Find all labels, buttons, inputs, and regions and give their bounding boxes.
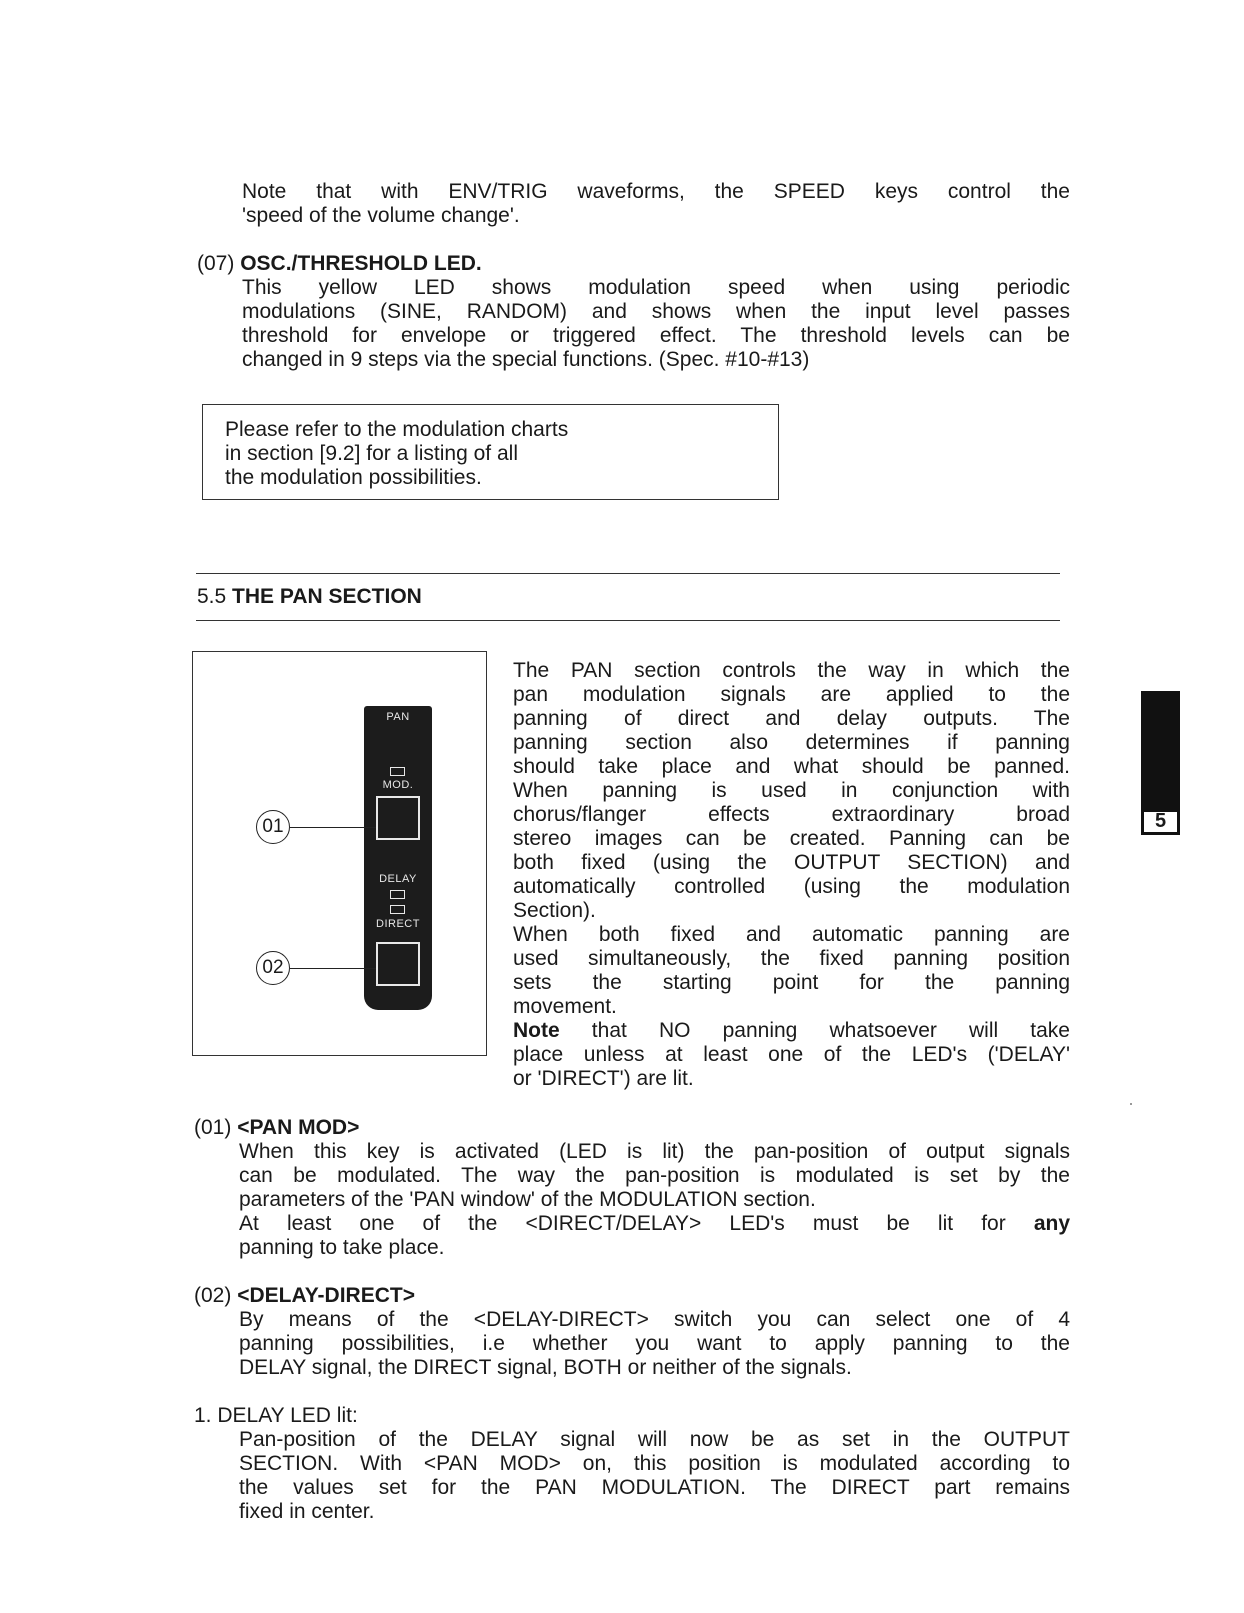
item07-line4: changed in 9 steps via the special functions. (Spec. #10-#13) [242, 348, 810, 371]
item02-line2: panning possibilities, i.e whether you want to apply panning to the [239, 1332, 1070, 1355]
pan-description-line: pan modulation signals are applied to the [513, 683, 1070, 706]
item01-line1: When this key is activated (LED is lit) the pan-position of output signals [239, 1140, 1070, 1163]
pan-description-line: used simultaneously, the fixed panning position [513, 947, 1070, 970]
item02-heading [194, 1284, 415, 1308]
item07-line1: This yellow LED shows modulation speed when using periodic [242, 276, 1070, 299]
pan-section-figure [192, 651, 487, 1056]
pan-description-line: panning of direct and delay outputs. The [513, 707, 1070, 730]
direct-led [390, 905, 405, 914]
scan-speck [1130, 1103, 1132, 1105]
pan-description-line: sets the starting point for the panning [513, 971, 1070, 994]
pan-note-bold: Note [513, 1019, 560, 1042]
item01-line5: panning to take place. [239, 1236, 445, 1259]
section-heading [197, 585, 422, 609]
panel-label-direct: DIRECT [376, 918, 420, 930]
pan-note-line2: place unless at least one of the LED's ('DELAY' [513, 1043, 1070, 1066]
pan-description-line: The PAN section controls the way in which the [513, 659, 1070, 682]
list1-marker: 1. [194, 1404, 212, 1427]
pan-description-line: chorus/flanger effects extraordinary broad [513, 803, 1070, 826]
item02-number: (02) [194, 1284, 232, 1307]
pan-description-line: When panning is used in conjunction with [513, 779, 1070, 802]
item01-line3: parameters of the 'PAN window' of the MODULATION section. [239, 1188, 816, 1211]
notebox-line1: Please refer to the modulation charts [225, 418, 569, 441]
pan-description-line: movement. [513, 995, 617, 1018]
pan-note-line3: or 'DIRECT') are lit. [513, 1067, 694, 1090]
delay-direct-key[interactable] [376, 942, 420, 986]
list1-line1: Pan-position of the DELAY signal will now be as set in the OUTPUT [239, 1428, 1070, 1451]
section-rule-bottom [196, 620, 1060, 621]
panel-label-delay: DELAY [379, 873, 417, 885]
callout-02-leader [290, 968, 376, 969]
item01-line4-text: At least one of the <DIRECT/DELAY> LED's must be lit for [239, 1212, 1034, 1235]
notebox-line2: in section [9.2] for a listing of all [225, 442, 518, 465]
delay-led [390, 890, 405, 899]
pan-mod-led [390, 767, 405, 776]
pan-description-line: should take place and what should be panned. [513, 755, 1070, 778]
chapter-tab-number: 5 [1143, 811, 1178, 833]
item07-title: OSC./THRESHOLD LED. [240, 252, 482, 275]
item07-line3: threshold for envelope or triggered effect. The threshold levels can be [242, 324, 1070, 347]
pan-description-line: Section). [513, 899, 596, 922]
top-note-line2: 'speed of the volume change'. [242, 204, 520, 227]
item07-number: (07) [197, 252, 235, 275]
pan-panel [364, 706, 432, 1010]
item01-title: <PAN MOD> [237, 1116, 360, 1139]
callout-02: 02 [256, 951, 290, 985]
section-number: 5.5 [197, 585, 227, 608]
panel-label-mod: MOD. [382, 779, 414, 791]
notebox-line3: the modulation possibilities. [225, 466, 482, 489]
list1-line2: SECTION. With <PAN MOD> on, this position is modulated according to [239, 1452, 1070, 1475]
list1-line3: the values set for the PAN MODULATION. The DIRECT part remains [239, 1476, 1070, 1499]
item07-line2: modulations (SINE, RANDOM) and shows when the input level passes [242, 300, 1070, 323]
pan-note-rest: that NO panning whatsoever will take [559, 1019, 1070, 1042]
item01-line4-bold: any [1033, 1212, 1070, 1235]
callout-01-leader [290, 827, 376, 828]
item01-line2: can be modulated. The way the pan-position is modulated is set by the [239, 1164, 1070, 1187]
item01-line4 [239, 1212, 1070, 1236]
section-title: THE PAN SECTION [232, 585, 422, 608]
pan-note-line1 [513, 1019, 1070, 1043]
notebox-text [225, 418, 568, 490]
section-rule-top [196, 573, 1060, 574]
item02-line3: DELAY signal, the DIRECT signal, BOTH or neither of the signals. [239, 1356, 852, 1379]
item01-number: (01) [194, 1116, 232, 1139]
modulation-charts-notebox [202, 404, 779, 500]
item02-title: <DELAY-DIRECT> [237, 1284, 415, 1307]
panel-label-pan: PAN [386, 711, 410, 723]
pan-description-line: stereo images can be created. Panning can be [513, 827, 1070, 850]
pan-description-line: both fixed (using the OUTPUT SECTION) and [513, 851, 1070, 874]
pan-description-line: automatically controlled (using the modulation [513, 875, 1070, 898]
list1-title: DELAY LED lit: [217, 1404, 358, 1427]
list1-heading [194, 1404, 794, 1428]
pan-description-line: panning section also determines if panning [513, 731, 1070, 754]
item01-heading [194, 1116, 359, 1140]
item02-line1: By means of the <DELAY-DIRECT> switch you can select one of 4 [239, 1308, 1070, 1331]
top-note-line1: Note that with ENV/TRIG waveforms, the SPEED keys control the [242, 180, 1070, 203]
item07-heading [197, 252, 482, 276]
list1-line4: fixed in center. [239, 1500, 375, 1523]
pan-mod-key[interactable] [376, 796, 420, 840]
pan-description-line: When both fixed and automatic panning are [513, 923, 1070, 946]
callout-01: 01 [256, 810, 290, 844]
